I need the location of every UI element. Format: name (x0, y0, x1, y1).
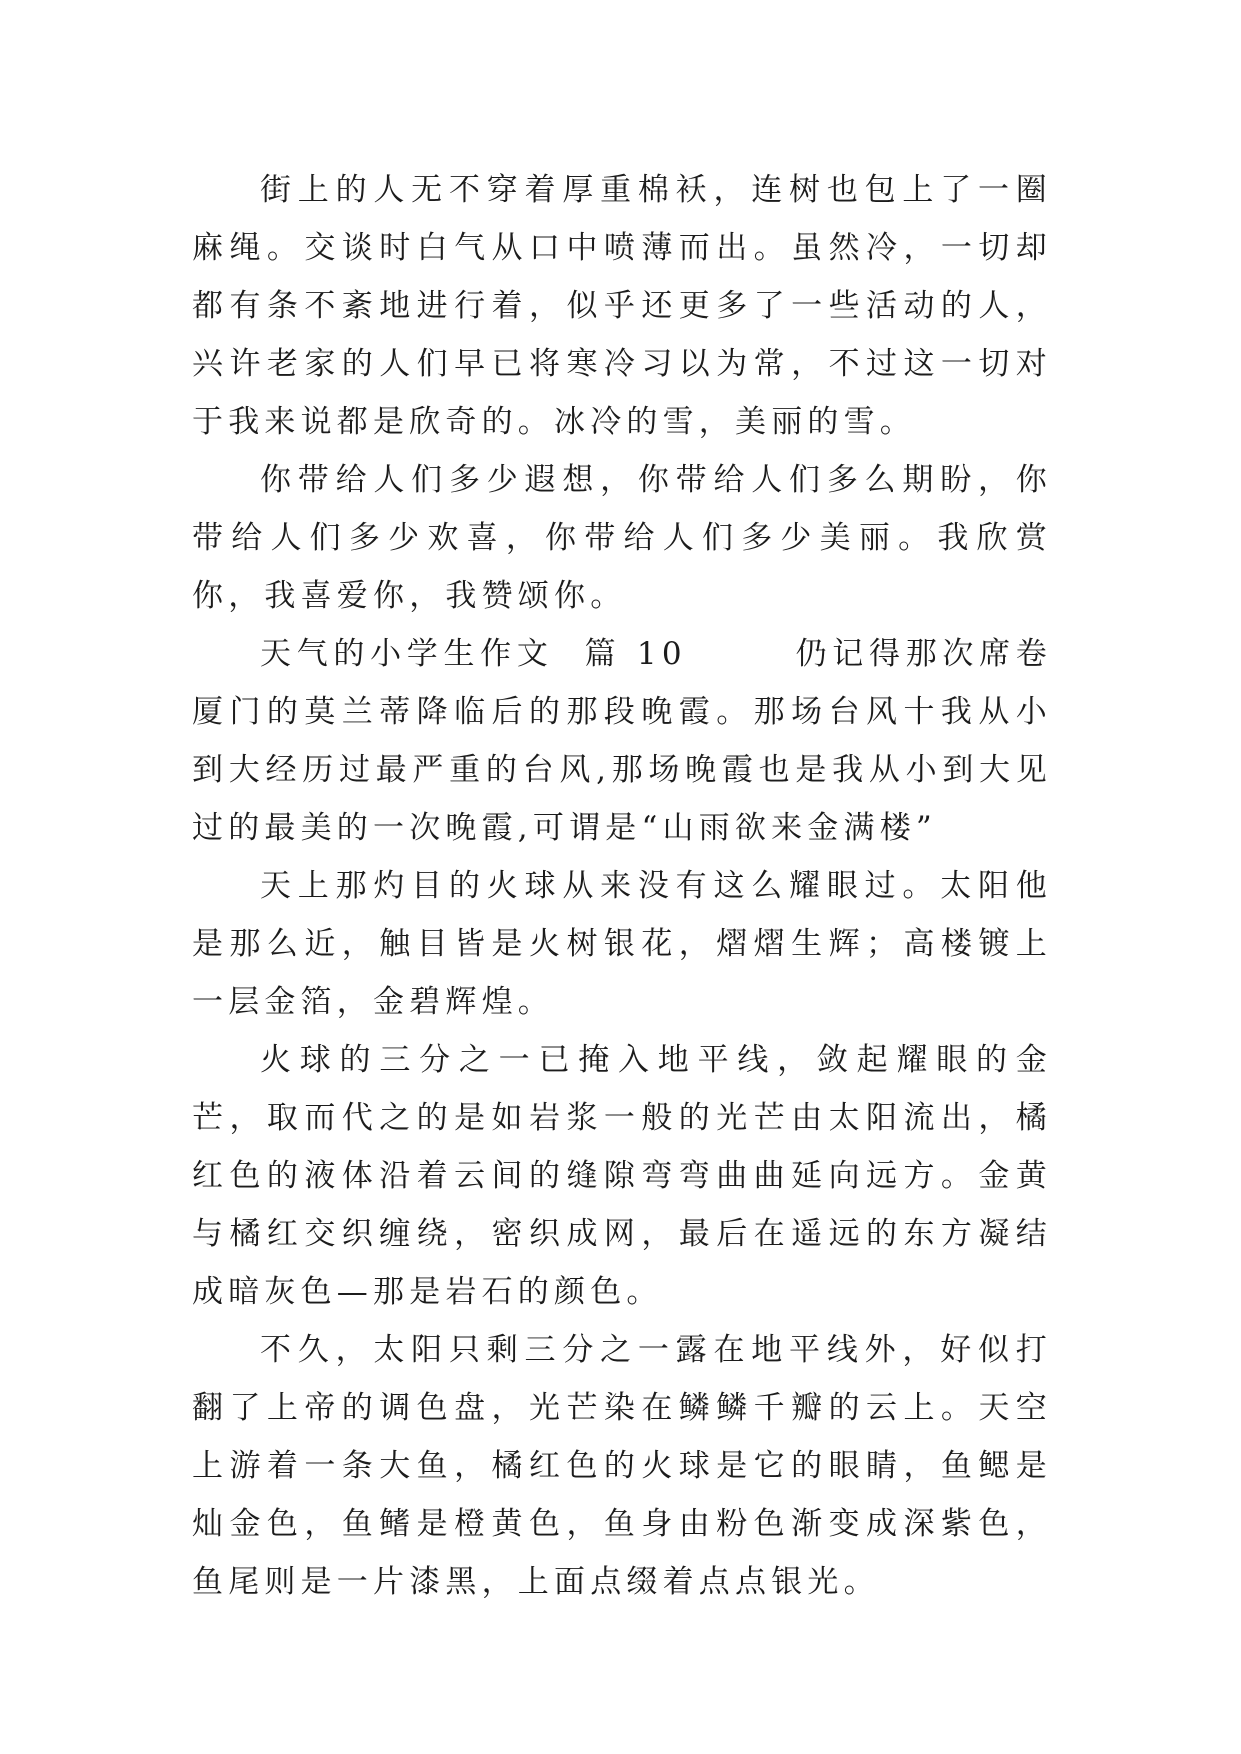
paragraph: 不久，太阳只剩三分之一露在地平线外，好似打翻了上帝的调色盘，光芒染在鳞鳞千瓣的云上。天空上游着一条大鱼，橘红色的火球是它的眼睛，鱼鳃是灿金色，鱼鳍是橙黄色，鱼身由粉色渐变成深紫色，鱼尾则是一片漆黑，上面点缀着点点银光。 (192, 1332, 1052, 1600)
paragraph: 天气的小学生作文 篇 10 仍记得那次席卷厦门的莫兰蒂降临后的那段晚霞。那场台风十我从小到大经历过最严重的台风,那场晚霞也是我从小到大见过的最美的一次晚霞,可谓是“山雨欲来金满楼” (192, 636, 1052, 846)
paragraph: 街上的人无不穿着厚重棉袄，连树也包上了一圈麻绳。交谈时白气从口中喷薄而出。虽然冷，一切却都有条不紊地进行着，似乎还更多了一些活动的人，兴许老家的人们早已将寒冷习以为常，不过这一切对于我来说都是欣奇的。冰冷的雪，美丽的雪。 (192, 172, 1052, 440)
document-body (192, 161, 1052, 1611)
paragraph: 天上那灼目的火球从来没有这么耀眼过。太阳他是那么近，触目皆是火树银花，熠熠生辉；高楼镀上一层金箔，金碧辉煌。 (192, 868, 1052, 1020)
paragraph: 火球的三分之一已掩入地平线，敛起耀眼的金芒，取而代之的是如岩浆一般的光芒由太阳流出，橘红色的液体沿着云间的缝隙弯弯曲曲延向远方。金黄与橘红交织缠绕，密织成网，最后在遥远的东方凝结成暗灰色—那是岩石的颜色。 (192, 1042, 1052, 1310)
paragraph: 你带给人们多少遐想，你带给人们多么期盼，你带给人们多少欢喜，你带给人们多少美丽。我欣赏你，我喜爱你，我赞颂你。 (192, 462, 1052, 614)
